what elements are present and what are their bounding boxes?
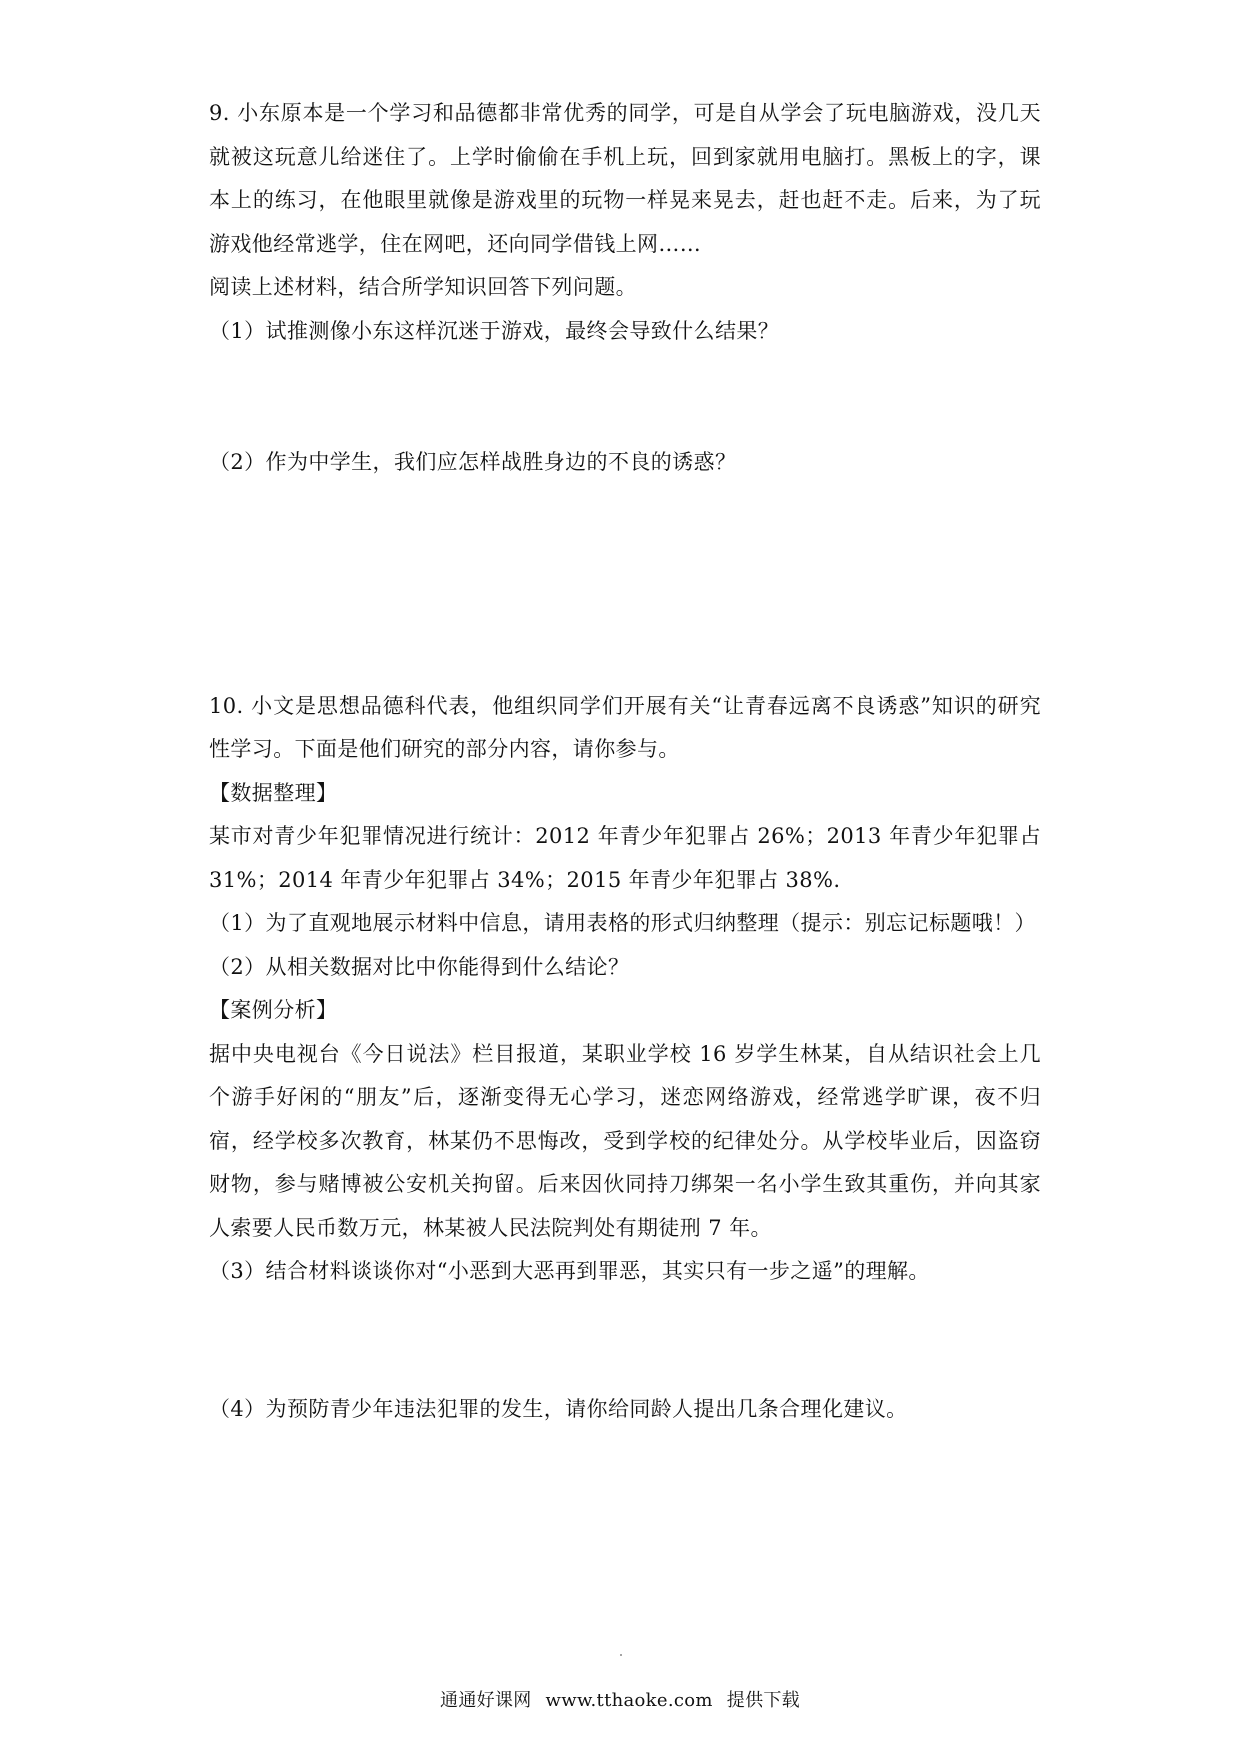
question-9-sub-2: （2）作为中学生，我们应怎样战胜身边的不良的诱惑？	[209, 450, 737, 474]
page-dot-mark	[620, 1654, 622, 1656]
footer-site-name: 通通好课网	[440, 1690, 532, 1711]
question-9-stem: 9. 小东原本是一个学习和品德都非常优秀的同学，可是自从学会了玩电脑游戏，没几天就被这玩意儿给迷住了。上学时偷偷在手机上玩，回到家就用电脑打。黑板上的字，课本上的练习，在他眼里就像是游戏里的玩物一样晃来晃去，赶也赶不走。后来，为了玩游戏他经常逃学，住在网吧，还向同学借钱上网……	[209, 101, 1041, 256]
question-9-instruction: 阅读上述材料，结合所学知识回答下列问题。	[209, 275, 637, 299]
question-9-sub-1: （1）试推测像小东这样沉迷于游戏，最终会导致什么结果？	[209, 318, 780, 343]
answer-space	[209, 353, 1041, 441]
question-10-data-text: 某市对青少年犯罪情况进行统计：2012 年青少年犯罪占 26%；2013 年青少年犯罪占 31%；2014 年青少年犯罪占 34%；2015 年青少年犯罪占 38%.	[209, 824, 1041, 892]
question-10-sub-3: （3）结合材料谈谈你对“小恶到大恶再到罪恶，其实只有一步之遥”的理解。	[209, 1259, 930, 1283]
question-10-stem: 10. 小文是思想品德科代表，他组织同学们开展有关“让青春远离不良诱惑”知识的研究性学习。下面是他们研究的部分内容，请你参与。	[209, 693, 1041, 761]
question-10-sub-4: （4）为预防青少年违法犯罪的发生，请你给同龄人提出几条合理化建议。	[209, 1396, 908, 1421]
answer-space	[209, 485, 1041, 685]
question-10-sub-2: （2）从相关数据对比中你能得到什么结论？	[209, 954, 630, 979]
question-10-case-text: 据中央电视台《今日说法》栏目报道，某职业学校 16 岁学生林某，自从结识社会上几个游手好闲的“朋友”后，逐渐变得无心学习，迷恋网络游戏，经常逃学旷课，夜不归宿，经学校多次教育，林某仍不思悔改，受到学校的纪律处分。从学校毕业后，因盗窃财物，参与赌博被公安机关拘留。后来因伙同持刀绑架一名小学生致其重伤，并向其家人索要人民币数万元，林某被人民法院判处有期徒刑 7 年。	[209, 1041, 1041, 1240]
footer-url-link[interactable]: www.tthaoke.com	[545, 1690, 713, 1711]
section-heading-data: 【数据整理】	[209, 780, 338, 805]
answer-space	[209, 1294, 1041, 1388]
section-heading-case: 【案例分析】	[209, 998, 338, 1022]
page-footer	[0, 1689, 1240, 1713]
question-10-sub-1: （1）为了直观地展示材料中信息，请用表格的形式归纳整理（提示：别忘记标题哦！）	[209, 911, 1036, 935]
footer-suffix: 提供下载	[726, 1690, 800, 1711]
page-content	[209, 92, 1041, 1431]
